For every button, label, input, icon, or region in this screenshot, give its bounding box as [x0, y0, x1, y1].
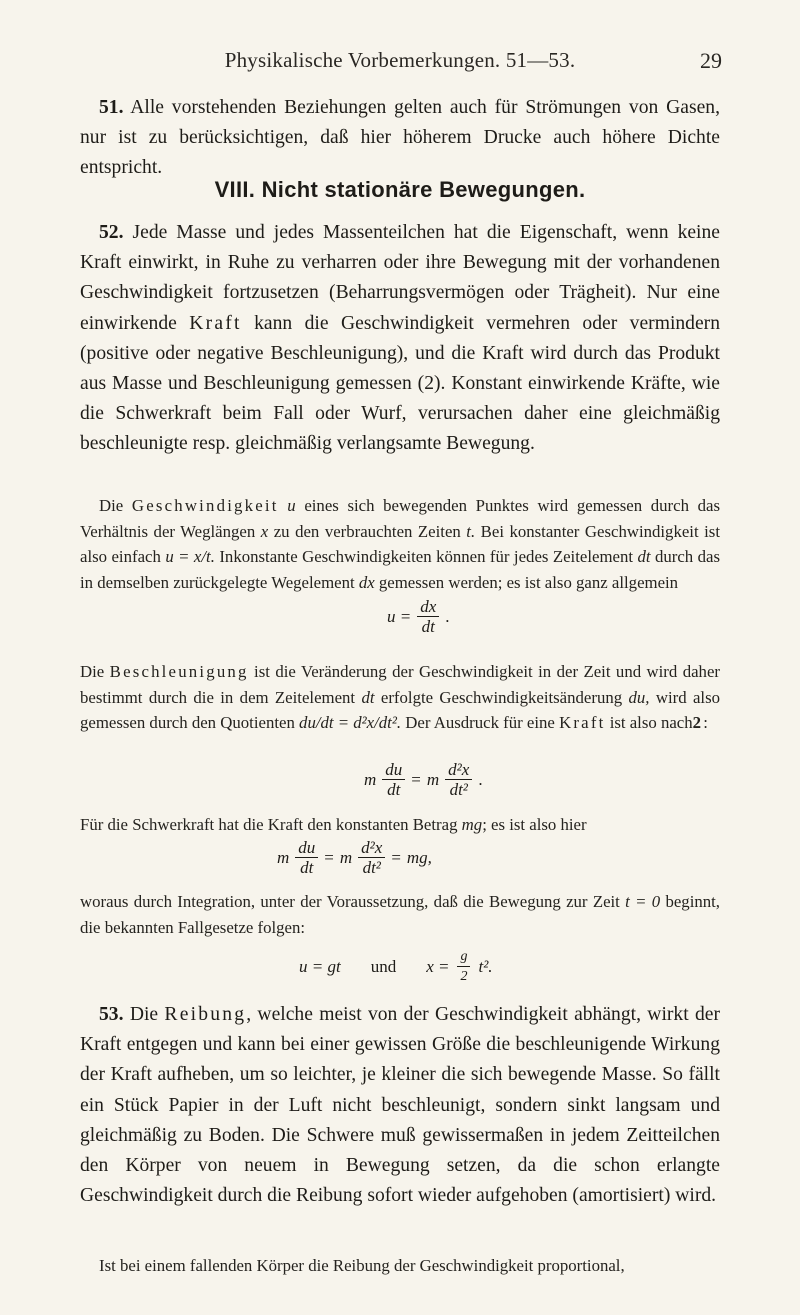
note-text: :: [703, 713, 708, 733]
note-text: ist also nach: [609, 713, 693, 733]
variable: dt: [637, 547, 651, 567]
running-head: [0, 48, 800, 78]
velocity-law: u = gt: [299, 957, 341, 976]
note-text: woraus durch Integration, unter der Voraussetzung, daß die Bewegung zur Zeit: [80, 892, 620, 911]
note-text: beginnt, die bekannten Fallgesetze folgen:: [80, 892, 720, 937]
inline-equation: du/dt = d²x/dt².: [299, 713, 402, 733]
note-velocity: [80, 493, 720, 595]
fraction: [445, 760, 472, 800]
equation-force: [364, 760, 483, 800]
note-text: Der Ausdruck für eine: [405, 713, 555, 733]
section-heading: VIII. Nicht stationäre Bewegungen.: [214, 177, 586, 202]
note-text: Bei konstanter Geschwindigkeit ist also einfach: [80, 521, 720, 567]
paragraph-52: [80, 218, 720, 460]
fraction-numerator: du: [298, 838, 316, 857]
fraction-denominator: dt²: [445, 779, 472, 800]
running-title: Physikalische Vorbemerkungen. 51—53.: [224, 48, 576, 72]
fraction-numerator: d²x: [448, 760, 470, 779]
note-text: gemessen werden; es ist also ganz allgemein: [378, 572, 679, 592]
fraction-denominator: dt: [382, 779, 405, 800]
equation-lhs: x =: [426, 957, 450, 976]
fraction-denominator: dt: [295, 857, 318, 878]
equation-end: .: [445, 607, 450, 626]
note-text: erfolgte Geschwindigkeitsänderung: [380, 687, 623, 707]
section-number: 52.: [99, 222, 124, 243]
paragraph-text: , welche meist von der Geschwindigkeit abhängt, wirkt der Kraft entgegen und kann bei einer gewissen Größe die beschleunigende Wirkung der Kraft aufheben, um so leichter, je kleiner die sich bewegende Masse. So fällt ein Stück Papier in der Luft nicht beschleunigt, sondern sinkt langsam und gleichmäßig zu Boden. Die Schwere muß gewissermaßen in jedem Zeitteilchen den Körper von neuem in Bewegung setzen, da die schon erlangte Geschwindigkeit durch die Reibung sofort wieder aufgehoben (amortisiert) wird.: [80, 1004, 720, 1207]
equation-lhs: u =: [387, 607, 412, 626]
emphasis-term: Reibung: [164, 1004, 247, 1025]
mass-symbol: m: [339, 848, 353, 867]
paragraph-text: Jede Masse und jedes Massenteilchen hat die Eigenschaft, wenn keine Kraft einwirkt, in Ruhe zu verharren oder ihre Bewegung mit der vorhandenen Geschwindigkeit fortzusetzen (Beharrungsvermögen oder Trägheit). Nur eine einwirkende: [80, 222, 720, 334]
fraction-numerator: dx: [420, 597, 437, 616]
emphasis-term: Geschwindigkeit: [131, 496, 279, 515]
word: Die: [99, 496, 124, 515]
equals-sign: =: [324, 848, 334, 867]
section-reference: 2: [692, 713, 704, 733]
conjunction: und: [370, 957, 397, 976]
note-text: wird also gemessen durch den Quotienten: [80, 687, 721, 733]
fraction: [382, 760, 405, 800]
variable: mg: [461, 815, 483, 834]
emphasis-term: Beschleunigung: [109, 662, 249, 681]
fraction-numerator: g: [460, 949, 468, 964]
note-text: zu den verbrauchten Zeiten: [273, 521, 461, 541]
variable: dt: [361, 687, 375, 707]
note-gravity: [80, 812, 720, 838]
note-text: ; es ist also hier: [482, 815, 587, 834]
equals-sign: =: [411, 770, 421, 789]
variable: u: [287, 496, 296, 515]
mass-symbol: m: [277, 848, 290, 867]
paragraph-text: Die: [129, 1004, 159, 1025]
variable: dx: [358, 572, 375, 592]
variable: x: [260, 521, 269, 541]
page-number: 29: [700, 48, 722, 73]
paragraph-51: [80, 93, 720, 184]
variable: t.: [466, 521, 476, 541]
fraction: [295, 838, 318, 878]
paragraph-text: Alle vorstehenden Beziehungen gelten auch für Strömungen von Gasen, nur ist zu berücksichtigen, daß hier höherem Drucke auch höhere Dichte entspricht.: [80, 97, 720, 179]
fraction: [358, 838, 385, 878]
note-text: ist die Veränderung der Geschwindigkeit in der Zeit und wird daher bestimmt durch die in dem Zeitelement: [80, 662, 720, 707]
emphasis-term: Kraft: [559, 713, 606, 733]
fraction-denominator: dt²: [358, 857, 385, 878]
paragraph-53: [80, 1000, 720, 1211]
emphasis-term: Kraft: [189, 312, 242, 334]
equation-gravity: [277, 838, 432, 878]
inline-equation: t = 0: [625, 892, 661, 911]
note-text: Inkonstante Geschwindigkeiten können für jedes Zeitelement: [219, 547, 633, 567]
fraction-denominator: dt: [417, 616, 439, 637]
equation-rhs: t².: [478, 957, 493, 976]
section-number: 51.: [99, 97, 124, 118]
note-friction: [80, 1253, 720, 1279]
note-text: durch das in demselben zurückgelegte Wegelement: [80, 547, 720, 592]
word: Die: [80, 662, 105, 681]
inline-equation: u = x/t.: [165, 547, 215, 567]
variable: du,: [628, 687, 650, 707]
equation-end: .: [478, 770, 483, 789]
paragraph-text: kann die Geschwindigkeit vermehren oder vermindern (positive oder negative Beschleunigung), und die Kraft wird durch das Produkt aus Masse und Beschleunigung gemessen (2). Konstant einwirkende Kräfte, wie die Schwerkraft beim Fall oder Wurf, verursachen daher eine gleichmäßig beschleunigte resp. gleichmäßig verlangsamte Bewegung.: [80, 312, 720, 455]
note-text: eines sich bewegenden Punktes wird gemessen durch das Verhältnis der Weglängen: [80, 496, 720, 541]
note-acceleration: [80, 659, 720, 736]
note-text: Ist bei einem fallenden Körper die Reibung der Geschwindigkeit proportional,: [99, 1256, 625, 1275]
fraction: [457, 947, 470, 987]
fraction-numerator: du: [385, 760, 403, 779]
equals-sign: =: [391, 848, 401, 867]
fraction-denominator: 2: [457, 966, 470, 987]
section-number: 53.: [99, 1004, 124, 1025]
note-integration: [80, 889, 720, 940]
mass-symbol: m: [426, 770, 440, 789]
fraction: [417, 597, 439, 637]
note-text: Für die Schwerkraft hat die Kraft den konstanten Betrag: [80, 815, 458, 834]
mass-symbol: m: [364, 770, 377, 789]
equation-rhs: mg,: [406, 848, 432, 867]
equation-fall-laws: [299, 947, 493, 987]
equation-velocity: [387, 597, 450, 637]
fraction-numerator: d²x: [361, 838, 383, 857]
